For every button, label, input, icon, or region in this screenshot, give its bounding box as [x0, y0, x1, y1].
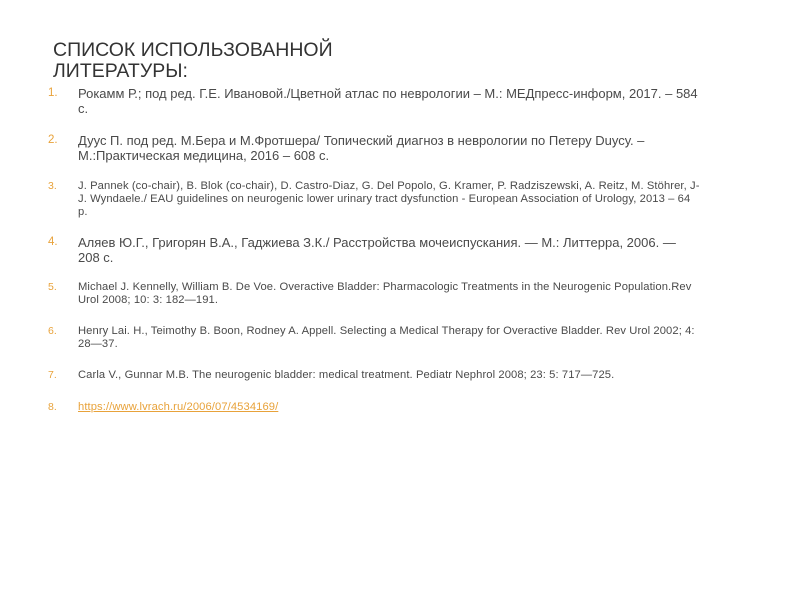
reference-number: 6.	[48, 325, 57, 337]
reference-item-5	[40, 281, 700, 307]
reference-text: Michael J. Kennelly, William B. De Voe. Overactive Bladder: Pharmacologic Treatments in the Neurogenic Population.Rev Urol 2008; 10: 3: 182—191.	[78, 281, 692, 306]
reference-text: Дуус П. под ред. М.Бера и М.Фротшера/ Топический диагноз в неврологии по Петеру Duусу. – М.:Практическая медицина, 2016 – 608 с.	[78, 133, 645, 163]
reference-link[interactable]: https://www.lvrach.ru/2006/07/4534169/	[78, 401, 279, 413]
reference-text: Carla V., Gunnar M.B. The neurogenic bladder: medical treatment. Pediatr Nephrol 2008; 23: 5: 717—725.	[78, 369, 615, 381]
reference-number: 2.	[48, 134, 58, 146]
reference-number: 4.	[48, 236, 58, 248]
reference-number: 7.	[48, 369, 57, 381]
title-line-2: ЛИТЕРАТУРЫ:	[53, 60, 188, 82]
reference-list	[40, 86, 700, 414]
reference-text: J. Pannek (co-chair), B. Blok (co-chair), D. Castro-Diaz, G. Del Popolo, G. Kramer, P. Radziszewski, A. Reitz, M. Stöhrer, J-J. Wyndaele./ EAU guidelines on neurogenic lower urinary tract dysfunction - European Association of Urology, 2013 – 64 p.	[78, 180, 700, 218]
reference-item-1	[40, 86, 700, 116]
reference-text: Аляев Ю.Г., Григорян В.А., Гаджиева З.К./ Расстройства мочеиспускания. — М.: Литтерра, 2006. — 208 с.	[78, 235, 676, 265]
reference-text: Рокамм Р.; под ред. Г.Е. Ивановой./Цветной атлас по неврологии – М.: МЕДпресс-информ, 2017. – 584 с.	[78, 86, 698, 116]
slide-title	[53, 40, 413, 82]
reference-item-4	[40, 235, 700, 265]
reference-number: 1.	[48, 87, 58, 99]
reference-item-8	[40, 401, 700, 414]
reference-item-2	[40, 133, 700, 163]
title-line-1: СПИСОК ИСПОЛЬЗОВАННОЙ	[53, 39, 333, 61]
reference-text: Henry Lai. H., Teimothy B. Boon, Rodney A. Appell. Selecting a Medical Therapy for Overactive Bladder. Rev Urol 2002; 4: 28—37.	[78, 325, 695, 350]
reference-number: 8.	[48, 401, 57, 413]
reference-item-7	[40, 369, 700, 382]
reference-item-3	[40, 180, 700, 219]
reference-number: 3.	[48, 180, 57, 192]
reference-item-6	[40, 325, 700, 351]
reference-number: 5.	[48, 281, 57, 293]
